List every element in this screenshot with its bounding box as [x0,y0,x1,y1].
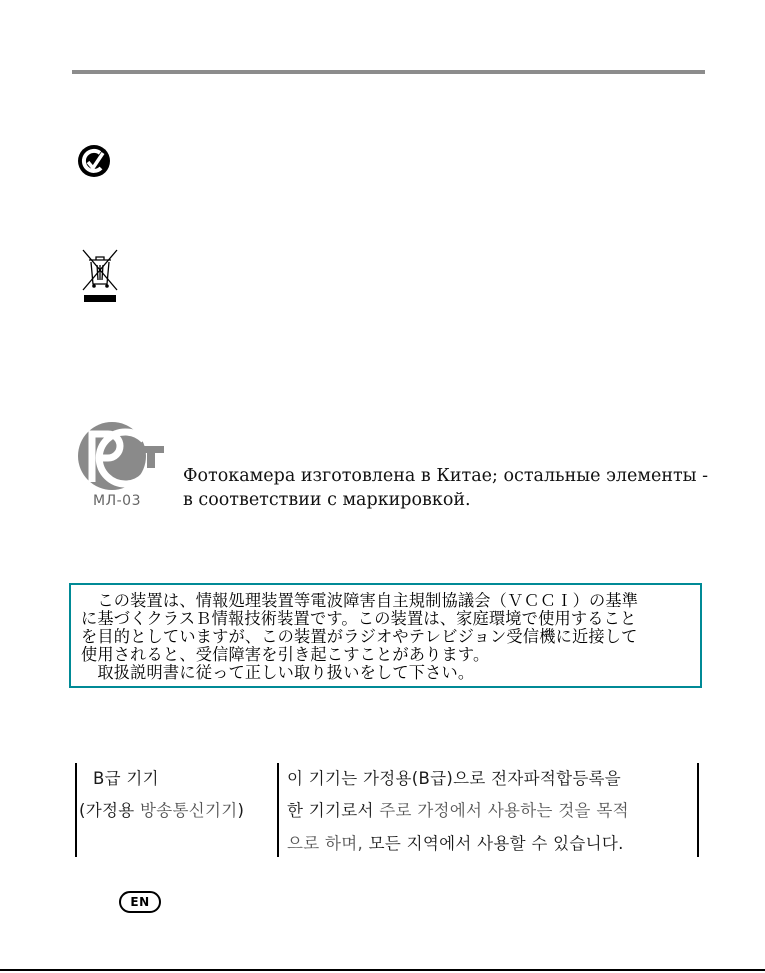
c-tick-mark-icon [77,144,111,178]
kcc-statement-table [75,763,700,857]
kcc-notice-line: 이 기기는 가정용(B급)으로 전자파적합등록을 [287,769,622,788]
kcc-class-description [79,797,244,821]
gost-statement [183,464,713,512]
kcc-notice-part: 모든 지역에서 사용할 수 있습니다. [368,834,624,853]
kcc-notice-line [287,830,624,854]
table-border-left [75,763,77,857]
table-border-right [697,763,699,857]
language-badge: EN [119,891,161,913]
header-rule [72,70,705,74]
vcci-line: この装置は、情報処理装置等電波障害自主規制協議会（ＶＣＣＩ）の基準 [81,591,639,610]
gost-certification-code: МЛ-03 [93,493,141,509]
kcc-notice-part: 한 기기로서 [287,801,380,820]
kcc-class-description-part: (가정용 [79,801,140,820]
kcc-class-description-part: 방송통신기기 [140,801,238,820]
kcc-notice-part: 으로 하며, [287,834,369,853]
kcc-notice-part: 주로 가정에서 사용하는 것을 목적 [379,801,629,820]
gost-statement-line: в соответствии с маркировкой. [183,490,471,510]
table-divider [277,763,279,857]
vcci-line: 使用されると、受信障害を引き起こすことがあります。 [81,645,490,664]
kcc-class-label: B급 기기 [93,769,159,788]
vcci-line: を目的としていますが、この装置がラジオやテレビジョン受信機に近接して [81,627,638,646]
vcci-line: 取扱説明書に従って正しい取り扱いをして下さい。 [81,663,475,682]
kcc-class-description-part: ) [237,801,245,820]
vcci-line: に基づくクラスＢ情報技術装置です。この装置は、家庭環境で使用すること [81,609,637,628]
kcc-notice-line [287,797,629,821]
vcci-statement-box [69,583,702,688]
weee-crossed-bin-icon [80,246,120,306]
footer-rule [0,969,765,971]
gost-statement-line: Фотокамера изготовлена в Китае; остальные элементы - [183,466,709,486]
